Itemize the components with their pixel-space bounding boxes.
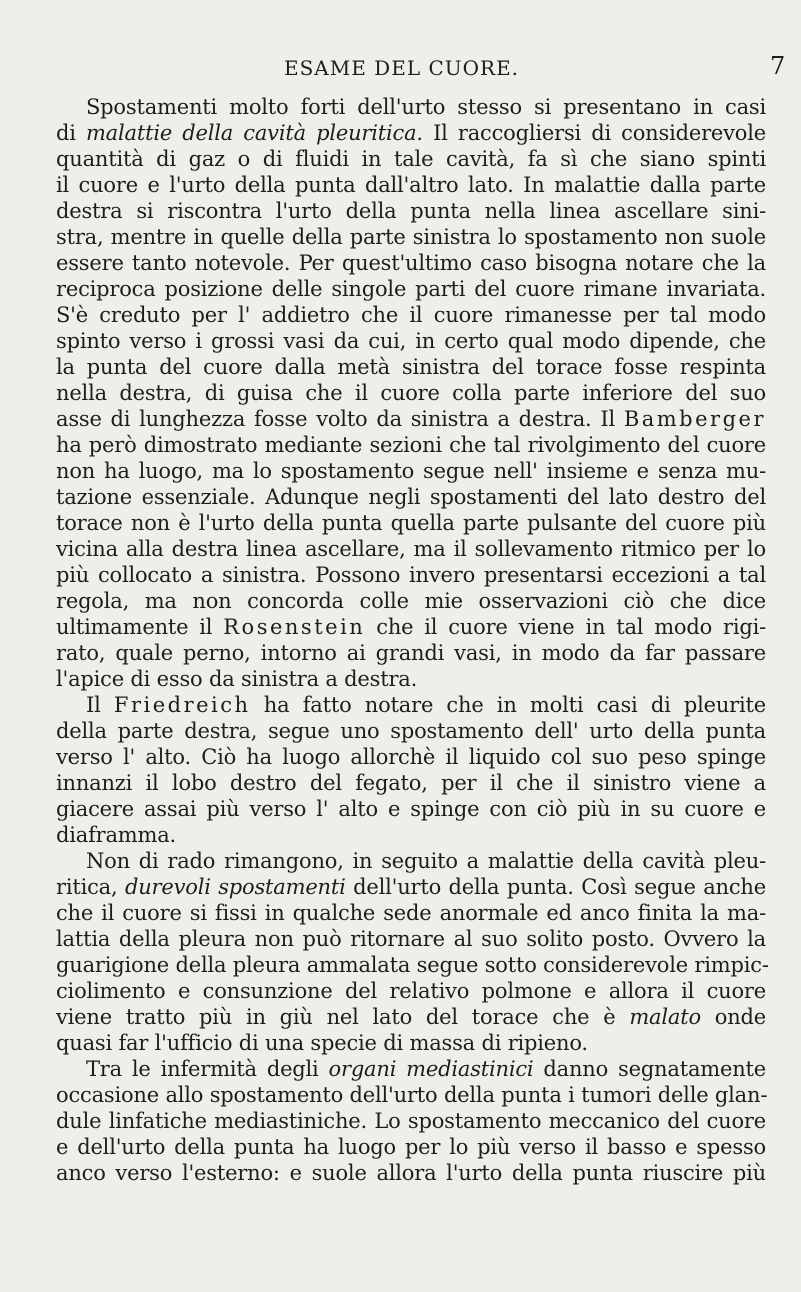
text-line <box>56 692 766 718</box>
text-line <box>56 250 766 276</box>
text-run: che il cuore si fissi in qualche sede anormale ed anco finita la ma- <box>56 901 766 925</box>
text-line <box>56 510 766 536</box>
text-run: viene tratto più in giù nel lato del torace che è <box>56 1005 630 1029</box>
text-line <box>56 952 769 978</box>
text-run: occasione allo spostamento dell'urto della punta i tumori delle glan- <box>56 1083 768 1107</box>
text-run: Il <box>86 693 114 717</box>
text-run: ritica, <box>56 875 125 899</box>
text-line <box>56 1004 766 1030</box>
text-run: quantità di gaz o di fluidi in tale cavità, fa sì che siano spinti <box>56 147 766 171</box>
italic-phrase: organi mediastinici <box>328 1057 534 1081</box>
text-run: torace non è l'urto della punta quella parte pulsante del cuore più <box>56 511 766 535</box>
text-line <box>56 276 766 302</box>
text-line <box>56 562 766 588</box>
text-run: che il cuore viene in tal modo rigi- <box>365 615 766 639</box>
text-run: asse di lunghezza fosse volto da sinistra a destra. Il <box>56 407 624 431</box>
text-run: rato, quale perno, intorno ai grandi vasi, in modo da far passare <box>56 641 766 665</box>
text-line <box>56 718 766 744</box>
text-run: dule linfatiche mediastiniche. Lo spostamento meccanico del cuore <box>56 1109 766 1133</box>
italic-phrase: malato <box>629 1005 701 1029</box>
text-run: ultimamente il <box>56 615 224 639</box>
paragraph <box>56 94 766 692</box>
text-run: regola, ma non concorda colle mie osservazioni ciò che dice <box>56 589 766 613</box>
paragraph <box>56 1056 766 1186</box>
body-text <box>56 94 769 1186</box>
page-header <box>0 52 801 86</box>
text-run: dell'urto della punta. Così segue anche <box>345 875 766 899</box>
text-run: reciproca posizione delle singole parti del cuore rimane invariata. <box>56 277 766 301</box>
text-line <box>56 666 766 692</box>
text-line <box>56 640 766 666</box>
text-run: onde <box>700 1005 767 1029</box>
text-line <box>56 406 766 432</box>
text-run: vicina alla destra linea ascellare, ma il sollevamento ritmico per lo <box>56 537 766 561</box>
text-run: verso l' alto. Ciò ha luogo allorchè il liquido col suo peso spinge <box>56 745 766 769</box>
text-run: ciolimento e consunzione del relativo polmone e allora il cuore <box>56 979 766 1003</box>
text-run: nella destra, di guisa che il cuore colla parte inferiore del suo <box>56 381 766 405</box>
running-head: ESAME DEL CUORE. <box>284 56 520 80</box>
text-line <box>56 1030 766 1056</box>
text-line <box>56 1108 766 1134</box>
author-name: Rosenstein <box>223 615 366 639</box>
italic-phrase: durevoli spostamenti <box>124 875 346 899</box>
text-line <box>56 1134 766 1160</box>
text-run: e dell'urto della punta ha luogo per lo più verso il basso e spesso <box>56 1135 766 1159</box>
text-run: lattia della pleura non può ritornare al suo solito posto. Ovvero la <box>56 927 766 951</box>
text-run: Non di rado rimangono, in seguito a malattie della cavità pleu- <box>86 849 766 873</box>
text-run: il cuore e l'urto della punta dall'altro lato. In malattie dalla parte <box>56 173 766 197</box>
text-run: più collocato a sinistra. Possono invero presentarsi eccezioni a tal <box>56 563 766 587</box>
text-run: essere tanto notevole. Per quest'ultimo caso bisogna notare che la <box>56 251 766 275</box>
text-line <box>56 1082 766 1108</box>
text-line <box>56 146 766 172</box>
text-line <box>56 1160 766 1186</box>
page-number: 7 <box>770 52 786 80</box>
text-line <box>56 796 766 822</box>
paragraph <box>56 692 766 848</box>
text-run: della parte destra, segue uno spostamento dell' urto della punta <box>56 719 766 743</box>
text-line <box>56 354 766 380</box>
text-line <box>56 978 766 1004</box>
author-name: Bamberger <box>623 407 766 431</box>
text-run: Spostamenti molto forti dell'urto stesso si presentano in casi <box>86 95 766 119</box>
text-line <box>56 588 766 614</box>
text-line <box>56 822 766 848</box>
text-run: anco verso l'esterno: e suole allora l'urto della punta riuscire più <box>56 1161 766 1185</box>
text-line <box>56 302 766 328</box>
text-run: non ha luogo, ma lo spostamento segue nell' insieme e senza mu- <box>56 459 766 483</box>
text-run: ha però dimostrato mediante sezioni che tal rivolgimento del cuore <box>56 433 766 457</box>
text-line <box>56 770 766 796</box>
text-run: diaframma. <box>56 823 177 847</box>
text-run: l'apice di esso da sinistra a destra. <box>56 667 418 691</box>
text-line <box>56 926 766 952</box>
text-run: spinto verso i grossi vasi da cui, in certo qual modo dipende, che <box>56 329 766 353</box>
text-run: tazione essenziale. Adunque negli spostamenti del lato destro del <box>56 485 766 509</box>
text-line <box>56 94 766 120</box>
text-line <box>56 198 766 224</box>
text-run: innanzi il lobo destro del fegato, per il che il sinistro viene a <box>56 771 766 795</box>
text-line <box>56 744 766 770</box>
text-run: guarigione della pleura ammalata segue sotto considerevole rimpic- <box>56 953 769 977</box>
text-run: Tra le infermità degli <box>86 1057 329 1081</box>
text-line <box>56 536 766 562</box>
text-line <box>56 614 766 640</box>
text-line <box>56 224 766 250</box>
text-line <box>56 120 766 146</box>
text-run: Il raccogliersi di considerevole <box>422 121 766 145</box>
text-run: stra, mentre in quelle della parte sinistra lo spostamento non suole <box>56 225 766 249</box>
text-line <box>56 172 766 198</box>
text-run: di <box>56 121 86 145</box>
text-run: la punta del cuore dalla metà sinistra del torace fosse respinta <box>56 355 766 379</box>
text-run: quasi far l'ufficio di una specie di massa di ripieno. <box>56 1031 588 1055</box>
text-run: danno segnatamente <box>533 1057 766 1081</box>
text-line <box>56 874 766 900</box>
text-line <box>56 458 766 484</box>
text-line <box>56 848 766 874</box>
paragraph <box>56 848 769 1056</box>
text-line <box>56 328 766 354</box>
italic-phrase: malattie della cavità pleuritica. <box>85 121 423 145</box>
text-line <box>56 900 766 926</box>
text-run: ha fatto notare che in molti casi di pleurite <box>250 693 766 717</box>
text-run: destra si riscontra l'urto della punta nella linea ascellare sini- <box>56 199 766 223</box>
text-run: S'è creduto per l' addietro che il cuore rimanesse per tal modo <box>56 303 766 327</box>
text-line <box>56 1056 766 1082</box>
text-line <box>56 380 766 406</box>
text-line <box>56 432 766 458</box>
text-run: giacere assai più verso l' alto e spinge con ciò più in su cuore e <box>56 797 766 821</box>
author-name: Friedreich <box>113 693 251 717</box>
text-line <box>56 484 766 510</box>
